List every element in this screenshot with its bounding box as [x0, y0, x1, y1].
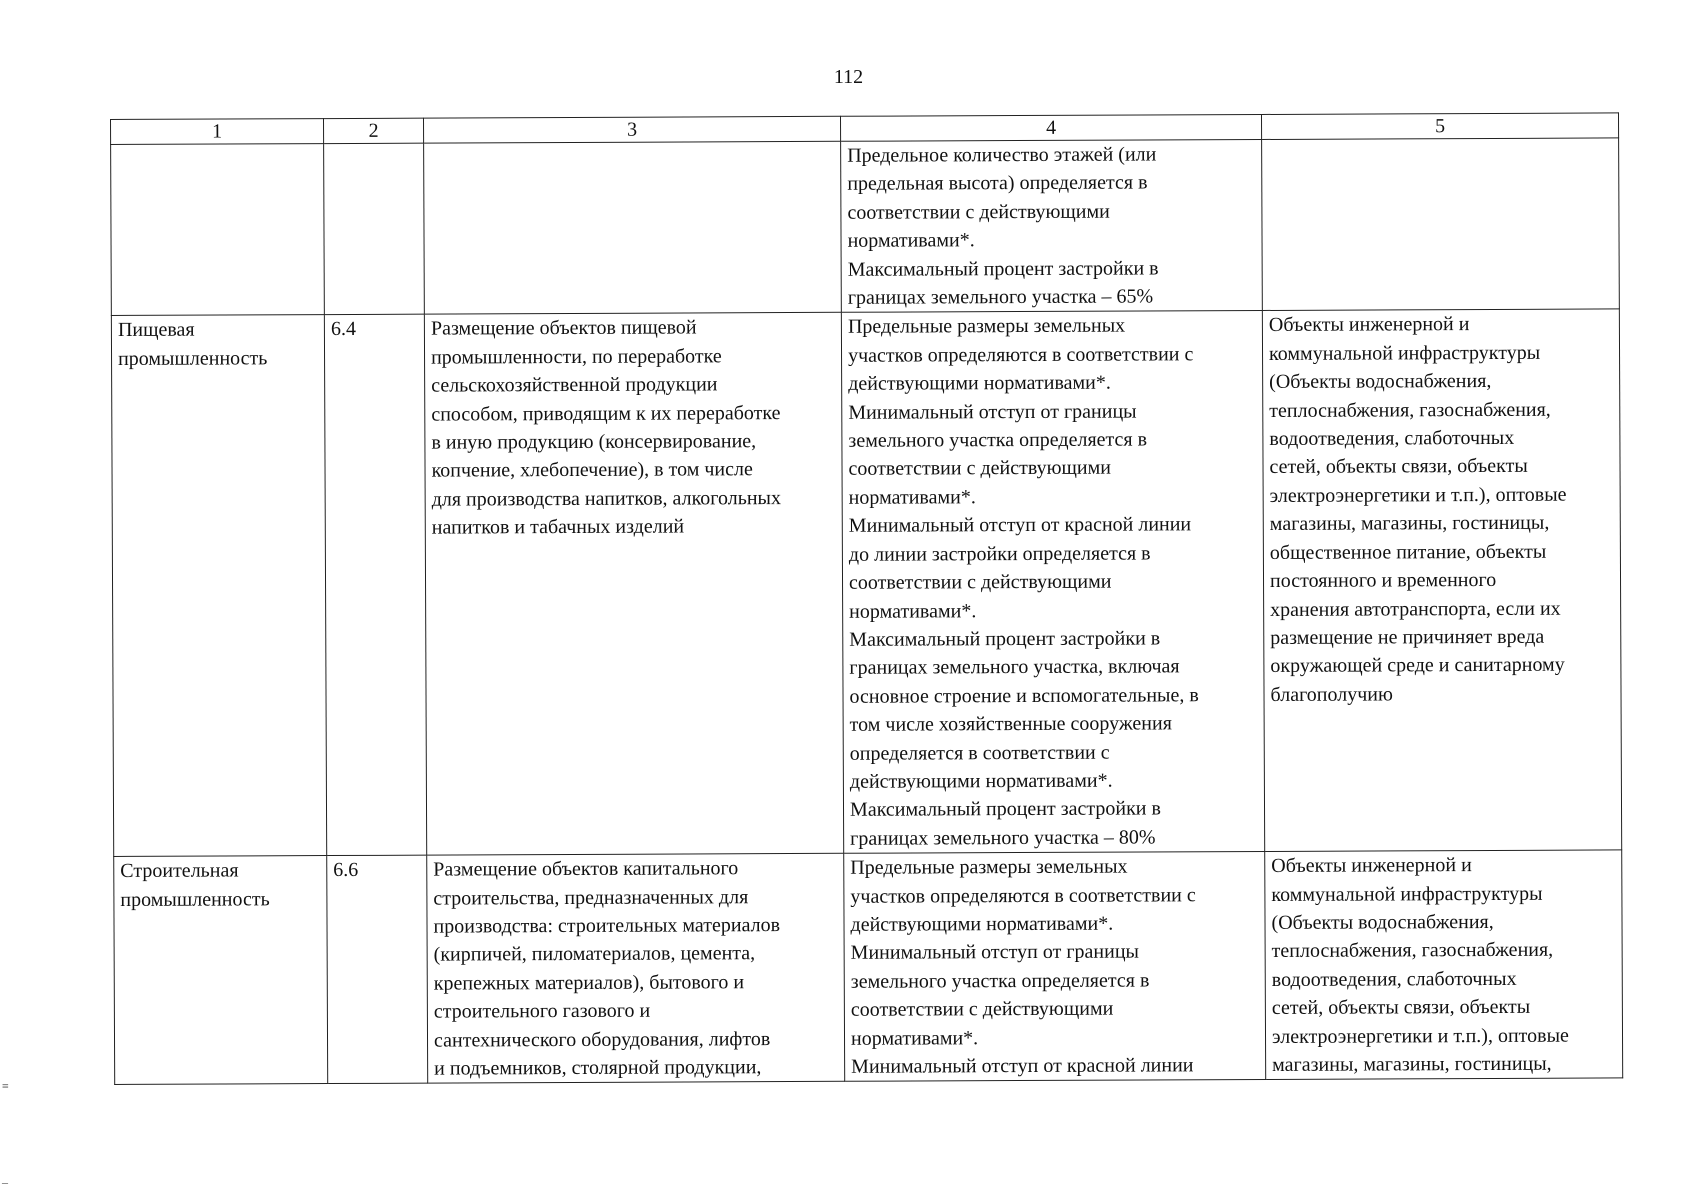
cell-text-line: (Объекты водоснабжения,: [1269, 370, 1492, 394]
cell-text-line: общественное питание, объекты: [1269, 540, 1547, 564]
cell-text-line: электроэнергетики и т.п.), оптовые: [1271, 1024, 1569, 1048]
use-name-cell: [111, 144, 325, 316]
cell-text-line: теплоснабжения, газоснабжения,: [1269, 398, 1551, 422]
column-header: 2: [324, 118, 424, 143]
page-number: 112: [833, 66, 864, 88]
use-code-cell: [324, 315, 426, 856]
cell-text-line: производства: строительных материалов: [433, 914, 781, 938]
cell-text-line: Предельное количество этажей (или: [847, 143, 1157, 167]
cell-text-line: водоотведения, слаботочных: [1271, 967, 1517, 991]
cell-text-line: и подъемников, столярной продукции,: [434, 1056, 762, 1080]
cell-text-line: сельскохозяйственной продукции: [431, 373, 718, 397]
cell-text-line: предельная высота) определяется в: [847, 171, 1148, 196]
cell-text-line: Объекты инженерной и: [1271, 854, 1472, 878]
cell-text-line: водоотведения, слаботочных: [1269, 426, 1515, 451]
cell-text-line: границах земельного участка – 80%: [850, 826, 1156, 850]
cell-text-line: способом, приводящим к их переработке: [431, 401, 781, 426]
cell-text-line: (Объекты водоснабжения,: [1271, 910, 1494, 934]
use-code-cell: [324, 143, 425, 315]
cell-text-line: постоянного и временного: [1269, 569, 1497, 593]
cell-text-line: соответствии с действующими: [850, 997, 1114, 1021]
cell-text-line: том числе хозяйственные сооружения: [849, 712, 1172, 736]
cell-text-line: нормативами*.: [850, 1026, 979, 1050]
cell-text-line: промышленности, по переработке: [430, 345, 722, 369]
cell-text-line: 6.4: [330, 318, 356, 341]
column-header: 4: [840, 114, 1261, 141]
cell-text-line: нормативами*.: [848, 486, 976, 509]
cell-text-line: Минимальный отступ от красной линии: [851, 1054, 1194, 1078]
cell-text-line: Минимальный отступ от границы: [848, 400, 1137, 424]
permitted-uses-cell: [1262, 138, 1620, 311]
column-header: 1: [111, 119, 324, 145]
cell-text-line: Предельные размеры земельных: [850, 855, 1128, 879]
cell-text-line: Размещение объектов пищевой: [430, 316, 697, 341]
cell-text-line: Пищевая: [117, 319, 195, 342]
use-description-cell: [424, 313, 843, 856]
scan-mark: ≡: [2, 1079, 9, 1093]
table-row: [111, 138, 1620, 316]
cell-text-line: земельного участка определяется в: [848, 428, 1148, 452]
table-body: [111, 113, 1623, 1085]
cell-text-line: Максимальный процент застройки в: [849, 797, 1161, 822]
cell-text-line: Минимальный отступ от границы: [850, 940, 1139, 965]
column-header: 5: [1261, 113, 1618, 140]
use-description-cell: [424, 141, 842, 314]
cell-text-line: размещение не причиняет вреда: [1270, 625, 1545, 649]
permitted-uses-cell: [1265, 850, 1623, 1080]
cell-text-line: границах земельного участка, включая: [849, 655, 1180, 680]
cell-text-line: Минимальный отступ от красной линии: [848, 513, 1192, 538]
cell-text-line: коммунальной инфраструктуры: [1271, 882, 1543, 906]
use-description-cell: [427, 853, 845, 1083]
cell-text-line: Объекты инженерной и: [1268, 313, 1470, 337]
cell-text-line: теплоснабжения, газоснабжения,: [1271, 939, 1554, 963]
cell-text-line: Размещение объектов капитального: [433, 857, 739, 881]
cell-text-line: сетей, объекты связи, объекты: [1271, 995, 1531, 1020]
zoning-table: [110, 112, 1623, 1085]
cell-text-line: нормативами*.: [847, 229, 975, 253]
use-code-cell: [327, 855, 428, 1084]
cell-text-line: промышленность: [120, 887, 270, 911]
cell-text-line: нормативами*.: [849, 599, 977, 623]
cell-text-line: соответствии с действующими: [848, 570, 1112, 594]
cell-text-line: (кирпичей, пиломатериалов, цемента,: [433, 942, 756, 966]
cell-text-line: действующими нормативами*.: [848, 371, 1111, 396]
cell-text-line: благополучию: [1270, 683, 1393, 706]
cell-text-line: Максимальный процент застройки в: [849, 627, 1161, 651]
cell-text-line: участков определяются в соответствии с: [850, 883, 1196, 908]
table-row: [111, 309, 1621, 856]
parameters-cell: [841, 311, 1264, 854]
cell-text-line: основное строение и вспомогательные, в: [849, 683, 1199, 708]
cell-text-line: действующими нормативами*.: [849, 769, 1113, 793]
cell-text-line: соответствии с действующими: [848, 457, 1112, 481]
cell-text-line: действующими нормативами*.: [850, 912, 1114, 936]
cell-text-line: Строительная: [120, 859, 239, 883]
cell-text-line: коммунальной инфраструктуры: [1268, 341, 1541, 365]
cell-text-line: участков определяются в соответствии с: [847, 343, 1194, 367]
cell-text-line: 6.6: [333, 859, 359, 882]
parameters-cell: [844, 852, 1266, 1082]
cell-text-line: крепежных материалов), бытового и: [433, 971, 745, 995]
table-row: [114, 850, 1623, 1085]
cell-text-line: до линии застройки определяется в: [848, 542, 1151, 566]
cell-text-line: соответствии с действующими: [847, 200, 1110, 224]
cell-text-line: напитков и табачных изделий: [431, 515, 685, 539]
cell-text-line: окружающей среде и санитарному: [1270, 653, 1565, 678]
cell-text-line: копчение, хлебопечение), в том числе: [431, 458, 753, 483]
cell-text-line: определяется в соответствии с: [849, 741, 1110, 765]
cell-text-line: земельного участка определяется в: [850, 969, 1150, 993]
cell-text-line: магазины, магазины, гостиницы,: [1269, 512, 1550, 536]
cell-text-line: Предельные размеры земельных: [847, 315, 1126, 339]
cell-text-line: сетей, объекты связи, объекты: [1269, 455, 1528, 479]
use-name-cell: [111, 315, 326, 857]
column-header: 3: [423, 116, 840, 143]
cell-text-line: строительного газового и: [433, 999, 651, 1023]
permitted-uses-cell: [1262, 309, 1621, 851]
cell-text-line: сантехнического оборудования, лифтов: [433, 1027, 771, 1052]
cell-text-line: электроэнергетики и т.п.), оптовые: [1269, 483, 1567, 507]
cell-text-line: границах земельного участка – 65%: [847, 285, 1154, 309]
scan-mark: –: [2, 1175, 8, 1189]
cell-text-line: промышленность: [117, 347, 268, 370]
use-name-cell: [114, 856, 328, 1085]
parameters-cell: [841, 139, 1263, 312]
cell-text-line: строительства, предназначенных для: [433, 885, 749, 910]
cell-text-line: магазины, магазины, гостиницы,: [1272, 1052, 1552, 1076]
cell-text-line: хранения автотранспорта, если их: [1270, 597, 1561, 621]
cell-text-line: для производства напитков, алкогольных: [431, 486, 781, 511]
cell-text-line: в иную продукцию (консервирование,: [431, 430, 757, 454]
cell-text-line: Максимальный процент застройки в: [847, 257, 1159, 281]
